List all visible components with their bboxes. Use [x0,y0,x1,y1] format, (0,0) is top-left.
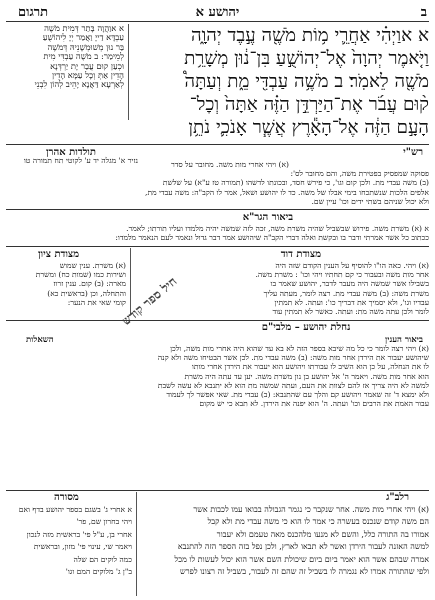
md-rule [6,320,429,321]
mesora-line: אחרי בן, ע"ל פי' בראשית מזה לנכון [26,529,132,539]
main-rule [6,144,429,145]
mz-line: מארה: (ב) קום. ענין זרוז [53,279,126,289]
page-header [6,4,429,20]
verse-line: הָעָ֣ם הַזֶּ֔ה אֶל־הָאָ֕רֶץ אֲשֶׁ֧ר אָנֹכִ֛י נֹתֵ֥ן [188,117,429,138]
main-verse-text [129,24,429,164]
malbim-line: לו את הנחלה, על כן הוא השיב לו עבורתו ויהושע הוא יעבור את הירדן אחרי מותו [191,362,429,372]
rashi-line: (א) ויהי אחרי מות משה. מחובר על סדר [170,160,289,169]
biur-title: ביאור הגר"א [242,212,294,223]
metzudat-david-title: מצודת דוד [280,249,321,260]
targum-line: לְאַרְעָא דַּאֲנָא יָהֵיב לְהוֹן לִבְנֵי [34,79,124,90]
biur-text [6,224,429,244]
metzudat-tzion-text [8,261,126,311]
library-seal: חיל ספר קודש [119,274,180,329]
malbim-line: ולא ימצא ד' זה שאמר ויהושע קם והלך עם שהתנבא: (ב) עבדי מת. שאי אפשר לך לעמוד [166,390,429,400]
mesora-line: ויאמר שי, עינוי פי' מזון, ובראשית [33,542,132,552]
ralbag-line: אמרה שבהם אשר הוא יאמר ביום ביום שיכולת השם אשר הוא יכול לעשות לו מכל [174,554,429,564]
md-line: משרת משה: (ב) משה עבדי מת. רצה לומר, מעתה עליך [263,288,429,298]
mz-line: קומי שאי את הנער: [67,297,126,307]
verse-line: מֹשֶׁ֖ה לֵאמֹֽר׃ ב מֹשֶׁ֥ה עַבְדִּ֖י מֵ֑ת וְעַתָּה֩ [184,71,429,92]
verse-line: ק֨וּם עֲבֹ֜ר אֶת־הַיַּרְדֵּ֣ן הַזֶּ֗ה אַתָּה֙ וְכׇל־ [189,94,429,115]
md-line: לומר ולכן עתה משה מת: ועתה. כאשר לא תמתין עוד [272,307,429,317]
ralbag-title: רלב"ג [386,492,409,503]
rashi-line: פסוקה שמפסיק בפטירת משה, והם מחובר לס': [290,169,429,179]
targum-line: לְמֵימַר: ב מֹשֶׁה עַבְדִּי מִית [43,51,124,62]
malbim-shealot-label: השאלות [26,335,54,345]
page [6,4,429,596]
rashi-line: אלפים הלכות שנשתכחו בימי אבלו של משה. כד לו יהושע ושאל, אמר לו הקב"ה: משה עבדי מת, [145,187,429,197]
mesora-line: כמה לוקים הם שלה [73,554,132,564]
mesora-line: ויהי בחרון שם, פר' [76,517,132,527]
page-letter: ב [420,5,427,20]
mesora-text [8,504,132,594]
malbim-line: למשה לא היה צריך אז להם לצוות את העם, ועתה שמשה מת הוא לא יתנבא לא עשה לשבת [157,380,429,390]
malbim-text [6,344,429,414]
targum-line: הָדֵין אַתְּ וְכָל עַמָּא הָדֵין [51,70,124,81]
targum-line: א אוַהֲוָה בָּתַר דְּמִית מֹשֶׁה [44,24,124,33]
malbim-line: עבור האמת את הרבים וכו' ועתה. ה' הוא יפנה את הירדן. לא תבא כי יש מקום [199,399,429,409]
ralbag-text [144,504,429,594]
malbim-title: נחלת יהושע – מלבי"ם [261,322,351,333]
mz-line: והתחלה, וכן (בראשית כא) [47,288,126,298]
malbim-rule [6,490,429,491]
mesora-title: מסורה [54,492,79,503]
malbim-line: (א) ויהי רצה לומר כי כל מה שיבא בספר הזה לא בא עד שהוא היה אחרי מות משה, ולכן [170,344,429,353]
malbim-line: הוא אחר מות משה. ויאמר ה' אל יהושע בן נון משרת משה. יען עד עתה היה משרת [184,371,429,381]
verse-line: א אוַיְהִ֗י אַחֲרֵ֛י מ֥וֹת מֹשֶׁ֖ה עֶ֣בֶד יְהוָ֑ה [191,25,429,46]
mesora-line: א אחרי ג' בשגם בספר יהושע בדף ואם [18,505,132,514]
ralbag-line: הם משה קודם שנכנס בעשרה כי אמר לו הוא כי משה עבדי מת ולא קבל [207,517,429,527]
rashi-line: (ב) משה עבדי מת. ולכן קום וגו', כי פירש חסד, ובכונתו לדשהו (תמורה טז ע"א) על שלשת [162,178,429,188]
book-title: יהושע א [195,5,240,20]
md-line: (א) ויהי. כאה הו"ו להוסיף על הענין הקודם שזה היה [275,261,429,270]
targum-divider [128,24,129,120]
toldot-title: תולדות אהרן [46,147,96,158]
metzudat-tzion-title: מצודת ציון [38,249,80,260]
ralbag-line: אמורו בה התורה כלל, והשם לא מנעו מלהכנס מאה טעמם ולא יעבור [216,529,429,539]
ralbag-line: ולפי שהתורה אמרו לא נגמרה לו בשביל זה שהם זה לעבור, בשביל זה רצונו לפרש [180,567,429,577]
biur-rule [6,246,429,247]
metzudat-david-text [134,261,429,317]
rashi-line: ולא יכול שניהם בשתי ידים וכו' עיין שם. [311,196,429,206]
targum-line: עַבְדָּא דַייָ וַאֲמַר יְיָ לִיהוֹשֻׁעַ [42,32,124,43]
biur-line: א (א) משרת משה. פירוש שבשביל שהיה משרת משה, זכה לזה שמשה יהיה מלמדו ועליו תורתו; לאמר. [126,224,429,233]
rashi-text [6,160,429,206]
targum-line: וּכְעַן קוּם עֲבַר יָת יַרְדְּנָא [50,60,124,71]
md-line: עבדיו וגו', ולא יסמיך את דבריך כו': ועתה. לא תמתין [274,297,429,307]
rashi-title: רש"י [403,147,423,158]
verse-line: וַיֹּ֤אמֶר יְהוָה֙ אֶל־יְהוֹשֻׁ֣עַ בִּן־נ֔וּן מְשָׁרֵ֥ת [184,48,429,69]
malbim-line: שיהושע יעבור את הירדן אחר מות משה: (ב) משה עבדי מת. לכן אשר הבטיחו משה ולא קנה [157,353,429,363]
toldot-line: נזיר א' מגלה יד ע' לקוטי תח תמורה טו [23,156,138,165]
mesora-line: ב"ן ג' מלוקים המם וגו' [65,567,132,577]
targum-title: תרגום [18,5,49,20]
targum-line: בַּר נוּן מְשׁוּמְשָׁנֵיהּ דְּמֹשֶׁה [47,41,124,52]
mz-divider [130,248,131,314]
mz-line: (א) משרת. ענין שמוש [59,261,126,270]
rashi-rule [6,209,429,210]
ralbag-line: (א) ויהי אחרי מות משה. אחר שנקבר כי נגמר הגבולה בבואו עמו לכבות אשר [193,505,429,514]
mz-line: ושירות כמו (שמות כח) ומשרת [35,270,126,280]
header-rule [6,21,429,22]
md-line: בשבילו אשר שמשה היה מעבר לדבר, יהושע שאמר בו [270,279,429,289]
ralbag-line: למשה האזנה לעבור הירדן ואשר לא תבאו לארץ, ולכן נפל בזה הספר הזה להתנבא [177,542,429,552]
biur-line: ככתוב כל אשר אמרתי ודבר בו ובקשת ואלה דברי הקב"ה שיהושע אמר דבר גדול ונאמר לעם הנאמר מלמדו: [115,233,429,243]
mesora-divider [136,492,137,596]
targum-text [6,24,124,120]
md-line: אחר מות משה ובעבור כי קם תחתיו ויהי וכו' : משרת משה. [255,270,429,280]
malbim-biur-label: ביאור הענין [385,335,423,345]
